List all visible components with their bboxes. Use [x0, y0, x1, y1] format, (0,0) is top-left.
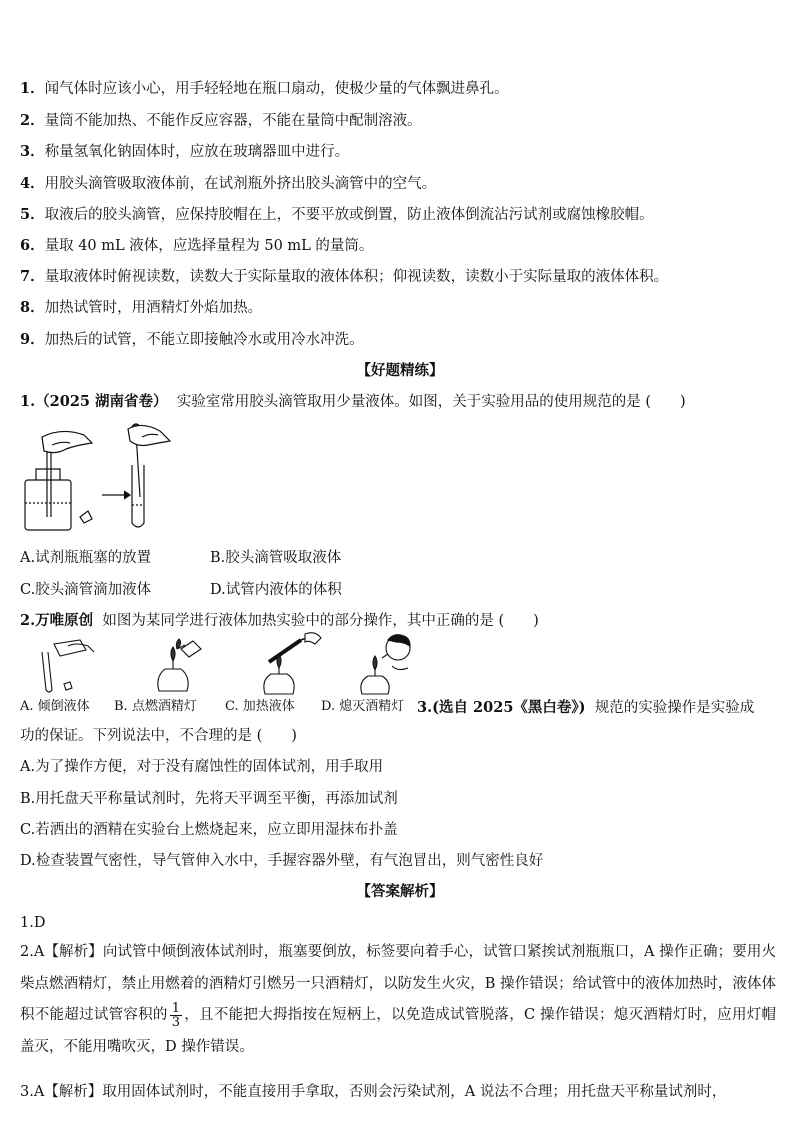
note-item: 2．量筒不能加热、不能作反应容器，不能在量筒中配制溶液。	[20, 112, 422, 129]
fraction-one-third: $\frac{1}{3}$	[171, 1000, 180, 1030]
pouring-liquid-figure	[24, 638, 104, 694]
note-item: 4．用胶头滴管吸取液体前，在试剂瓶外挤出胶头滴管中的空气。	[20, 175, 437, 192]
note-item: 6．量取 40 mL 液体，应选择量程为 50 mL 的量筒。	[20, 237, 374, 254]
note-item: 3．称量氢氧化钠固体时，应放在玻璃器皿中进行。	[20, 143, 350, 160]
question-2-caption-d[interactable]: D. 熄灭酒精灯	[321, 699, 405, 714]
question-3-option-a[interactable]: A.为了操作方便，对于没有腐蚀性的固体试剂，用手取用	[20, 759, 384, 775]
section-heading-practice: 【好题精练】	[356, 362, 444, 379]
question-3-option-c[interactable]: C.若洒出的酒精在实验台上燃烧起来，应立即用湿抹布扑盖	[20, 822, 398, 838]
note-item: 8．加热试管时，用酒精灯外焰加热。	[20, 299, 263, 316]
question-1-stem: 1.（2025 湖南省卷） 实验室常用胶头滴管取用少量液体。如图，关于实验用品的使用规范的是 ( )	[20, 393, 686, 410]
lighting-lamp-figure	[145, 635, 205, 695]
answer-1: 1.D	[20, 915, 46, 931]
question-2-stem: 2.万唯原创 如图为某同学进行液体加热实验中的部分操作，其中正确的是 ( )	[20, 612, 539, 629]
blowing-out-lamp-figure	[358, 632, 418, 696]
question-2-caption-c[interactable]: C. 加热液体	[225, 699, 295, 714]
answer-3: 3.A【解析】取用固体试剂时，不能直接用手拿取，否则会污染试剂，A 说法不合理；用托盘天平称量试剂时，	[20, 1084, 727, 1100]
heating-liquid-figure	[255, 632, 325, 696]
section-heading-answers: 【答案解析】	[356, 883, 444, 900]
answer-2: 2.A【解析】向试管中倾倒液体试剂时，瓶塞要倒放，标签要向着手心，试管口紧挨试剂瓶瓶口，A 操作正确；要用火柴点燃酒精灯，禁止用燃着的酒精灯引燃另一只酒精灯，以防发生火灾，B 操作错误；给试管中的液体加热时，液体体积不能超过试管容积的 $\frac{1}{3}$ ，且不能把大拇指按在短柄上，以免造成试管脱落，C 操作错误；熄灭酒精灯时，应用灯帽盖灭，不能用嘴吹灭，D 操作错误。	[20, 944, 776, 1055]
question-1-option-a[interactable]: A.试剂瓶瓶塞的放置	[20, 550, 152, 566]
note-item: 9．加热后的试管，不能立即接触冷水或用冷水冲洗。	[20, 331, 364, 348]
question-3-stem-line-1: 3.(选自 2025《黑白卷》) 规范的实验操作是实验成	[417, 699, 755, 716]
question-1-option-b[interactable]: B.胶头滴管吸取液体	[210, 550, 342, 566]
note-item: 5．取液后的胶头滴管，应保持胶帽在上，不要平放或倒置，防止液体倒流沾污试剂或腐蚀橡胶帽。	[20, 206, 654, 223]
question-1-option-c[interactable]: C.胶头滴管滴加液体	[20, 582, 152, 598]
question-3-option-b[interactable]: B.用托盘天平称量试剂时，先将天平调至平衡，再添加试剂	[20, 791, 398, 807]
note-item: 1．闻气体时应该小心，用手轻轻地在瓶口扇动，使极少量的气体飘进鼻孔。	[20, 80, 509, 97]
question-1-option-d[interactable]: D.试管内液体的体积	[210, 582, 342, 598]
test-tube-dropper-figure	[120, 425, 200, 535]
question-3-stem-line-2: 功的保证。下列说法中，不合理的是 ( )	[20, 728, 297, 744]
note-item: 7．量取液体时俯视读数，读数大于实际量取的液体体积；仰视读数，读数小于实际量取的液体体积。	[20, 268, 669, 285]
question-3-option-d[interactable]: D.检查装置气密性，导气管伸入水中，手握容器外壁，有气泡冒出，则气密性良好	[20, 853, 544, 869]
question-2-caption-a[interactable]: A. 倾倒液体	[20, 699, 90, 714]
question-2-caption-b[interactable]: B. 点燃酒精灯	[114, 699, 197, 714]
